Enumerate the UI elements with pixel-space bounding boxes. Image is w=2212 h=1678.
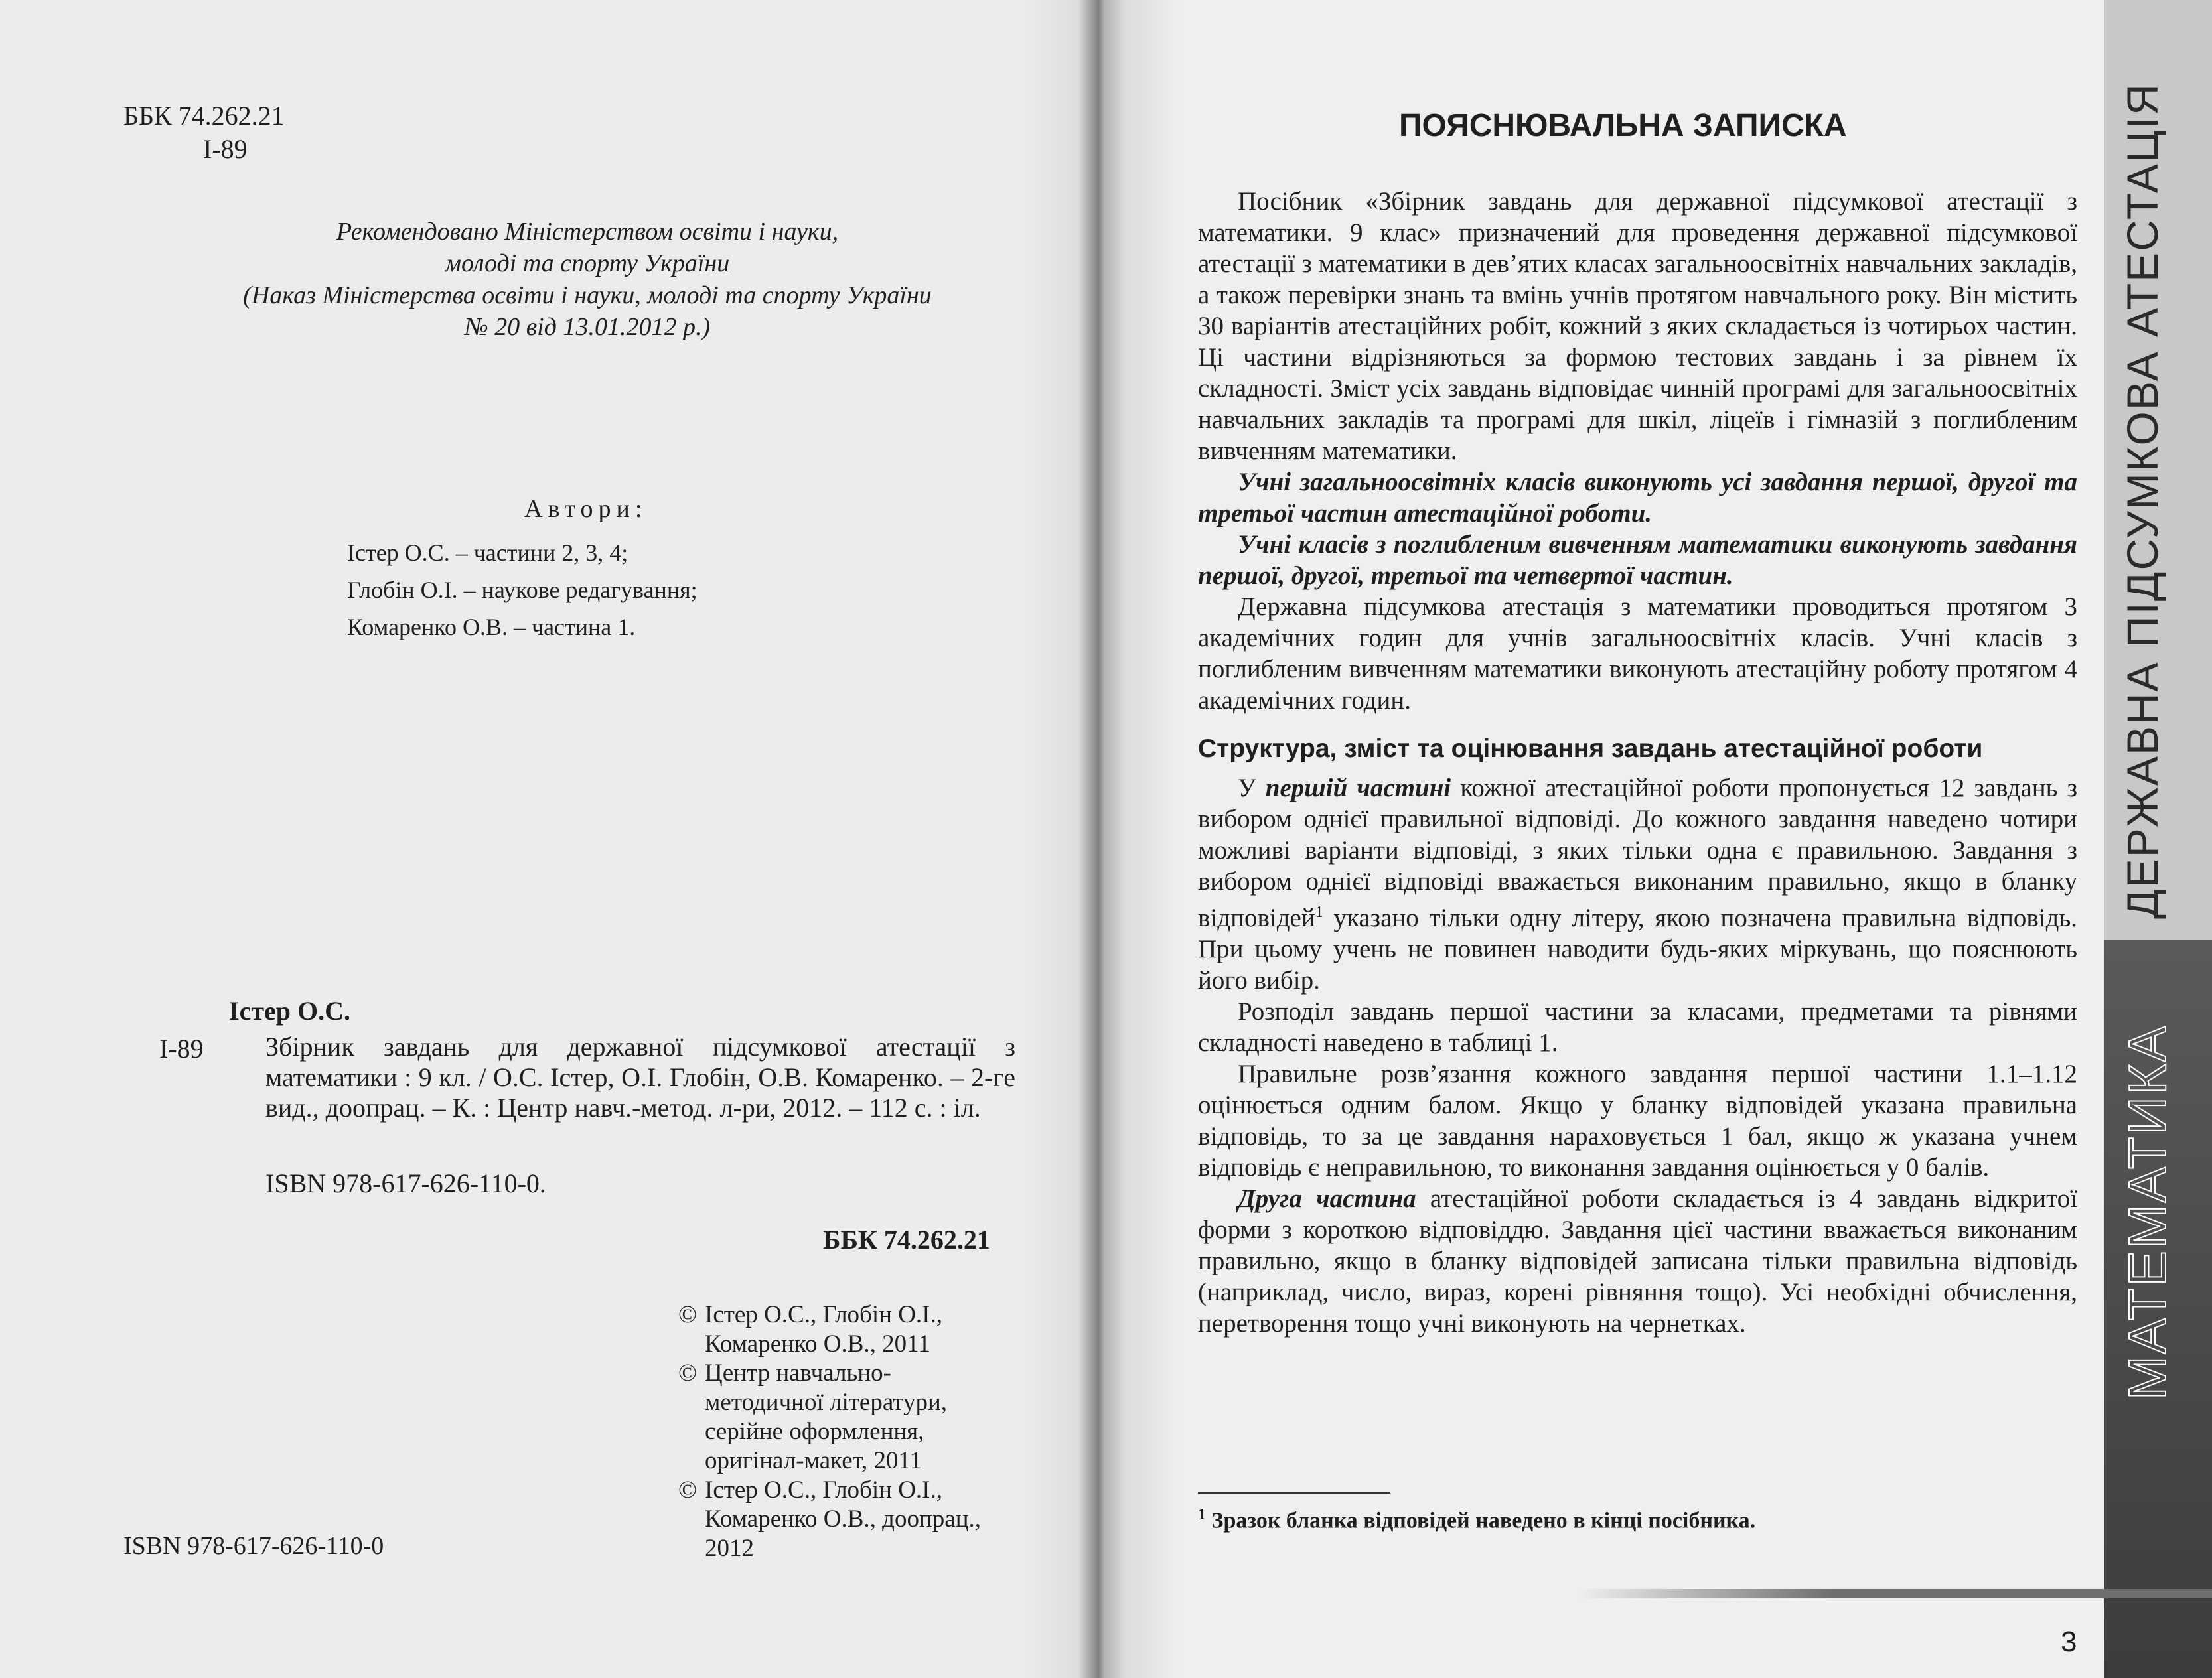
paragraph: Правильне розв’язання кожного завдання першої частини 1.1–1.12 оцінюється одним балом. Якщо у бланку відповідей указана правильна відповідь, то за це завдання нараховується 1 бал, якщо ж указана учнем відповідь є неправильною, то виконання завдання оцінюється у 0 балів.: [1198, 1060, 2077, 1182]
copyright-item: [678, 1300, 997, 1359]
footnote-ref: 1: [1315, 904, 1323, 921]
author-item: Глобін О.І. – наукове редагування;: [347, 577, 698, 603]
catalog-code: І-89: [203, 134, 248, 164]
text-run: указано тільки одну літеру, якою позначена правильна відповідь. При цьому учень не повинен наводити будь-яких міркувань, що пояснюють його вибір.: [1198, 904, 2077, 995]
page-title: ПОЯСНЮВАЛЬНА ЗАПИСКА: [1399, 108, 1847, 143]
isbn-footer: ISBN 978-617-626-110-0: [123, 1532, 384, 1560]
catalog-entry-description: Збірник завдань для державної підсумкової атестації з математики : 9 кл. / О.С. Істер, О.І. Глобін, О.В. Комаренко. – 2-ге вид., доопрац. – К. : Центр навч.-метод. л-ри, 2012. – 112 с. : іл.: [265, 1032, 1015, 1123]
section-subtitle: Структура, зміст та оцінювання завдань атестаційної роботи: [1198, 734, 1983, 763]
recommendation-line: № 20 від 13.01.2012 р.): [464, 313, 711, 341]
recommendation-line: молоді та спорту України: [445, 249, 730, 277]
emphasis-term: Друга частина: [1238, 1184, 1416, 1213]
paragraph: Розподіл завдань першої частини за класами, предметами та рівнями складності наведено в таблиці 1.: [1198, 997, 2077, 1057]
recommendation-line: (Наказ Міністерства освіти і науки, молоді та спорту України: [243, 281, 932, 309]
paragraph-emphasis: Учні загальноосвітніх класів виконують усі завдання першої, другої та третьої частин атестаційної роботи.: [1198, 468, 2077, 527]
explanatory-note-body: [1198, 186, 2077, 1339]
emphasis-term: першій частині: [1265, 774, 1451, 802]
footnote-mark: 1: [1198, 1506, 1206, 1523]
author-item: Істер О.С. – частини 2, 3, 4;: [347, 539, 628, 566]
copyright-icon: ©: [678, 1301, 698, 1328]
copyright-item: [678, 1476, 997, 1563]
bbk-code: ББК 74.262.21: [123, 101, 285, 131]
copyright-block: [678, 1300, 997, 1563]
copyright-text: Центр навчально-методичної літератури, серійне оформлення, оригінал-макет, 2011: [705, 1360, 948, 1474]
text-run: атестаційної роботи складається із 4 завдань відкритої форми з короткою відповіддю. Завдання цієї частини вважається виконаним правильно, якщо в бланку відповідей записана тільки правильна відповідь (наприклад, число, вираз, корені рівняння тощо). Усі необхідні обчислення, перетворення тощо учні виконують на чернетках.: [1198, 1184, 2078, 1338]
footnote-divider: [1198, 1492, 1390, 1494]
copyright-text: Істер О.С., Глобін О.І., Комаренко О.В., доопрац., 2012: [705, 1476, 982, 1562]
author-item: Комаренко О.В. – частина 1.: [347, 614, 636, 640]
left-page: [0, 0, 1102, 1678]
paragraph-emphasis: Учні класів з поглибленим вивченням математики виконують завдання першої, другої, третьої та четвертої частин.: [1198, 530, 2077, 590]
recommendation-line: Рекомендовано Міністерством освіти і науки,: [336, 218, 839, 245]
copyright-icon: ©: [678, 1360, 698, 1387]
footnote-text: Зразок бланка відповідей наведено в кінці посібника.: [1206, 1508, 1756, 1533]
page-number: 3: [2061, 1626, 2077, 1658]
paragraph: Посібник «Збірник завдань для державної підсумкової атестації з математики. 9 клас» призначений для проведення державної підсумкової атестації з математики в дев’ятих класах загальноосвітніх навчальних закладів, а також перевірки знань та вмінь учнів протягом навчального року. Він містить 30 варіантів атестаційних робіт, кожний з яких складається із чотирьох частин. Ці частини відрізняються за формою тестових завдань і за рівнем їх складності. Зміст усіх завдань відповідає чинній програмі для загальноосвітніх навчальних закладів та програмі для шкіл, ліцеїв і гімназій з поглибленим вивченням математики.: [1198, 187, 2077, 465]
book-spine-shadow: [1022, 0, 1181, 1678]
copyright-text: Істер О.С., Глобін О.І., Комаренко О.В., 2011: [705, 1301, 943, 1358]
authors-heading: Автори:: [524, 495, 648, 523]
footnote: [1198, 1506, 1755, 1533]
catalog-entry-code: І-89: [159, 1034, 204, 1064]
paragraph: [1198, 1183, 2077, 1339]
bbk-index-top: [123, 100, 285, 166]
catalog-entry-isbn: ISBN 978-617-626-110-0.: [265, 1168, 546, 1198]
copyright-icon: ©: [678, 1476, 698, 1503]
paragraph: [1198, 772, 2077, 996]
side-tab-section-label: ДЕРЖАВНА ПІДСУМКОВА АТЕСТАЦІЯ: [2118, 82, 2167, 919]
authors-list: [347, 534, 698, 646]
bbk-index-bottom: ББК 74.262.21: [823, 1225, 990, 1255]
text-run: У: [1238, 774, 1266, 802]
side-tab-subject-label: МАТЕМАТИКА: [2118, 1024, 2177, 1400]
catalog-entry-author: Істер О.С.: [229, 996, 350, 1026]
copyright-item: [678, 1359, 997, 1476]
footer-bar: [1580, 1589, 2212, 1598]
text-run: кожної атестаційної роботи пропонується 12 завдань з вибором однієї правильної відповіді. До кожного завдання наведено чотири можливі варіанти відповіді, з яких тільки одна є правильною. Завдання з вибором однієї відповіді вважається виконаним правильно, якщо в бланку відповідей: [1198, 774, 2077, 932]
ministry-recommendation: [159, 216, 1015, 343]
paragraph: Державна підсумкова атестація з математики проводиться протягом 3 академічних годин для учнів загальноосвітніх класів. Учні класів з поглибленим вивченням математики виконують атестаційну роботу протягом 4 академічних годин.: [1198, 593, 2077, 715]
